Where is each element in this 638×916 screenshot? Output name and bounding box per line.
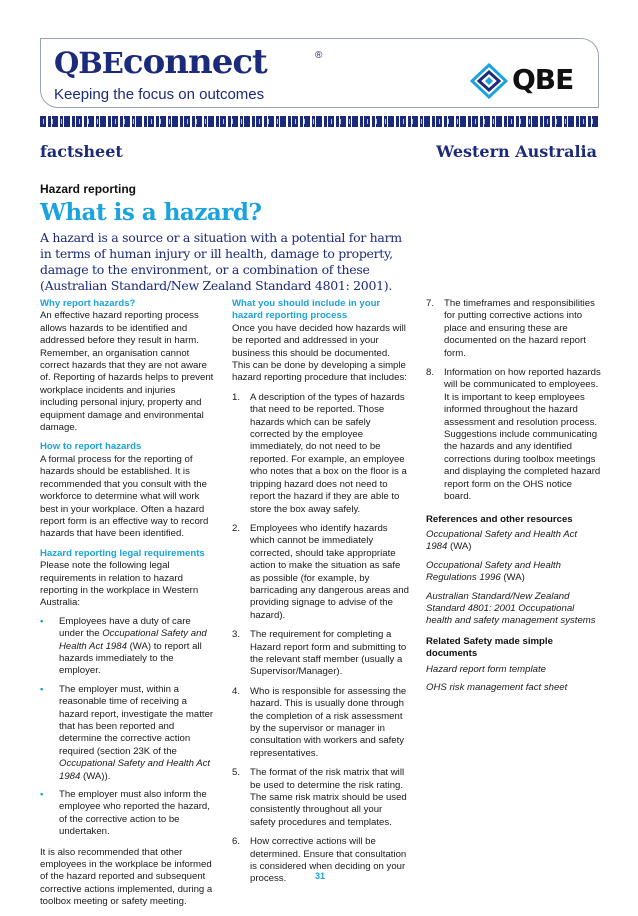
page-title: What is a hazard? bbox=[40, 199, 262, 226]
legal-bullet-list bbox=[40, 616, 215, 839]
list-item: 4. Who is responsible for assessing the hazard. This is usually done through the completion of a risk assessment by the supervisor or manager in consultation with workers and safety representatives. bbox=[232, 685, 407, 759]
include-heading: What you should include in your hazard reporting process bbox=[232, 298, 381, 322]
brand-main: connect bbox=[122, 42, 267, 82]
bullet-icon: • bbox=[40, 789, 44, 801]
region-label: Western Australia bbox=[436, 142, 597, 161]
related-item: Hazard report form template bbox=[426, 663, 546, 675]
factsheet-label: factsheet bbox=[40, 142, 123, 161]
list-item: • The employer must also inform the employee who reported the hazard, of the corrective action to be undertaken. bbox=[40, 789, 210, 838]
intro-paragraph: A hazard is a source or a situation with a potential for harm in terms of human injury or ill health, damage to property, damage to the environment, or a combination of these (Australian Standard/New Zealand Standard 4801: 2001). bbox=[40, 230, 402, 293]
list-item: • Employees have a duty of care under the Occupational Safety and Health Act 1984 (WA) to report all hazards immediately to the employer. bbox=[40, 615, 207, 677]
logo-text: QBE bbox=[512, 63, 574, 96]
how-heading: How to report hazards bbox=[40, 441, 142, 453]
list-item: 3. The requirement for completing a Hazard report form and submitting to the relevant staff member (usually a Supervisor/Manager). bbox=[232, 629, 407, 678]
column-2 bbox=[232, 298, 410, 893]
reference-item: Occupational Safety and Health Act 1984 (WA) bbox=[426, 528, 578, 553]
closing-paragraph: It is also recommended that other employees in the workplace be informed of the hazard reported and subsequent corrective actions implemented, during a toolbox meeting or safety meeting. bbox=[40, 846, 213, 908]
procedure-list bbox=[232, 392, 410, 886]
why-heading: Why report hazards? bbox=[40, 298, 136, 309]
procedure-list-continued bbox=[426, 298, 601, 504]
legal-body: Please note the following legal requirements in relation to hazard reporting in the workplace in Western Australia: bbox=[40, 560, 199, 609]
include-body: Once you have decided how hazards will be reported and addressed in your business this should be documented. This can be done by developing a simple hazard reporting procedure that includes: bbox=[232, 322, 407, 384]
column-3 bbox=[426, 298, 601, 700]
column-1 bbox=[40, 298, 215, 916]
section-kicker: Hazard reporting bbox=[40, 182, 137, 196]
header-banner bbox=[40, 38, 599, 112]
qbe-logo bbox=[470, 63, 600, 103]
registered-mark: ® bbox=[315, 50, 323, 61]
page-number: 31 bbox=[314, 871, 325, 881]
reference-item: Australian Standard/New Zealand Standard 4801: 2001 Occupational health and safety management systems bbox=[426, 590, 596, 627]
reference-item: Occupational Safety and Health Regulations 1996 (WA) bbox=[426, 559, 561, 584]
label-row bbox=[40, 142, 599, 164]
related-heading: Related Safety made simple documents bbox=[426, 635, 553, 660]
list-item: • The employer must, within a reasonable time of receiving a hazard report, investigate the matter that has been reported and determine the corrective action required (section 23K of the Occupational Safety and Health Act 1984 (WA)). bbox=[40, 683, 214, 782]
decorative-ribbon bbox=[40, 116, 599, 127]
tagline: Keeping the focus on outcomes bbox=[54, 86, 265, 103]
list-item: 7. The timeframes and responsibilities for putting corrective actions into place and ensuring these are documented on the hazard report form. bbox=[426, 298, 595, 359]
related-item: OHS risk management fact sheet bbox=[426, 681, 568, 693]
legal-heading: Hazard reporting legal requirements bbox=[40, 547, 205, 559]
bullet-icon: • bbox=[40, 615, 44, 627]
list-item: 2. Employees who identify hazards which cannot be immediately corrected, should take appropriate action to make the situation as safe as possible (for example, by barricading any dangerous areas and providing signage to advise of the hazard). bbox=[232, 522, 409, 621]
references-heading: References and other resources bbox=[426, 513, 573, 525]
list-item: 5. The format of the risk matrix that will be used to determine the risk rating. The same risk matrix should be used consistently throughout all your safety procedures and templates. bbox=[232, 767, 407, 828]
bullet-icon: • bbox=[40, 683, 44, 695]
why-body: An effective hazard reporting process allows hazards to be identified and addressed before they result in harm. Remember, an organisation cannot correct hazards that they are not aware of. Reporting of hazards helps to prevent workplace incidents and injuries including personal injury, property and equipment damage and environmental damage. bbox=[40, 310, 214, 434]
list-item: 8. Information on how reported hazards will be communicated to employees. It is important to keep employees informed throughout the hazard assessment and resolution process. Suggestions include communicating the hazards and any identified corrections during toolbox meetings and displaying the completed hazard report form on the OHS notice board. bbox=[426, 367, 601, 503]
brand-wordmark bbox=[54, 42, 267, 83]
list-item: 1. A description of the types of hazards that need to be reported. Those hazards which can be safely corrected by the employee immediately, do not need to be reported. For example, an employee who notes that a box on the floor is a tripping hazard does not need to report the hazard if they are able to store the box away safely. bbox=[232, 391, 407, 515]
brand-prefix: QBE bbox=[54, 46, 123, 80]
qbe-emblem-icon bbox=[470, 63, 508, 99]
how-body: A formal process for the reporting of hazards should be established. It is recommended that you consult with the workforce to determine what will work best in your workplace. Often a hazard report form is an effective way to record hazards that have been identified. bbox=[40, 453, 209, 540]
list-item: 6. How corrective actions will be determined. Ensure that consultation is considered when deciding on your process. bbox=[232, 836, 407, 885]
